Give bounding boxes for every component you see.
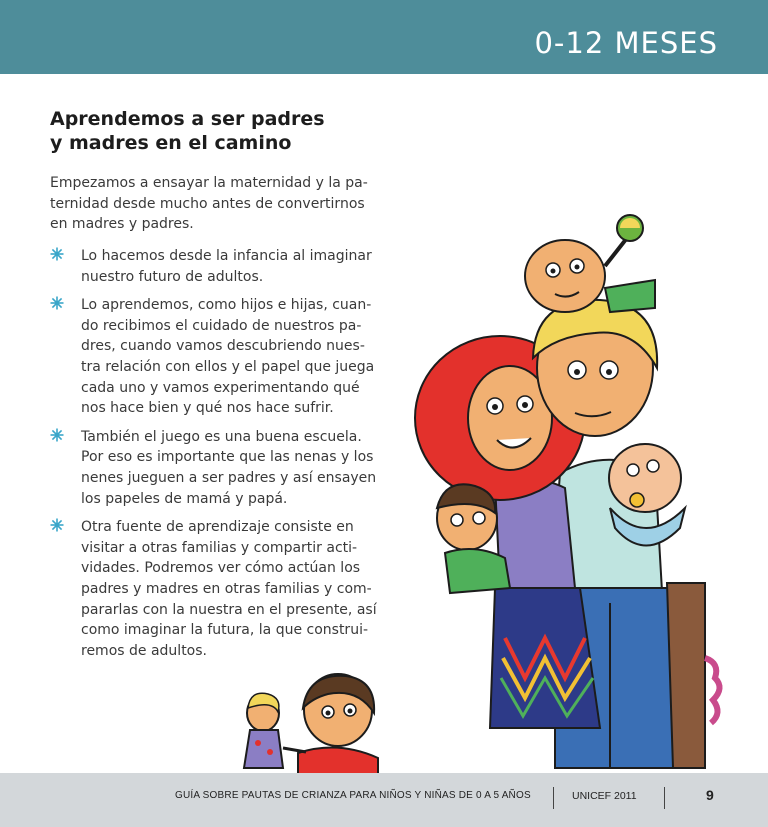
list-item-line: nenes jueguen a ser padres y así ensayen [81, 469, 377, 486]
intro-line: en madres y padres. [50, 216, 194, 233]
list-item-line: cada uno y vamos experimentando qué [81, 379, 360, 396]
footer-divider [664, 787, 665, 809]
list-item-text [81, 246, 380, 287]
sparkle-icon [50, 428, 64, 442]
list-item-line: Lo aprendemos, como hijos e hijas, cuan- [81, 297, 372, 314]
sparkle-icon [50, 518, 64, 532]
heading-line: Aprendemos a ser padres [50, 108, 325, 130]
list-item-line: También el juego es una buena escuela. [81, 428, 362, 445]
child-with-doll-illustration [228, 668, 388, 776]
list-item-line: los papeles de mamá y papá. [81, 490, 288, 507]
footer-organization: UNICEF 2011 [572, 790, 637, 802]
list-item-line: Otra fuente de aprendizaje consiste en [81, 519, 354, 536]
heading-line: y madres en el camino [50, 132, 292, 154]
list-item-line: Lo hacemos desde la infancia al imaginar [81, 248, 372, 264]
list-item-line: como imaginar la futura, la que construi- [81, 622, 369, 639]
list-item-line: vidades. Podremos ver cómo actúan los [81, 560, 361, 577]
list-item-line: pararlas con la nuestra en el presente, así [81, 601, 377, 618]
list-item-line: Por eso es importante que las nenas y los [81, 449, 374, 466]
bullet-list [50, 246, 380, 669]
list-item-line: tra relación con ellos y el papel que juega [81, 358, 375, 375]
footer-divider [553, 787, 554, 809]
list-item-text [81, 295, 380, 419]
intro-paragraph [50, 173, 370, 235]
list-item-text [81, 517, 380, 661]
list-item-line: remos de adultos. [81, 642, 207, 659]
intro-line: ternidad desde mucho antes de convertirnos [50, 195, 365, 212]
list-item-line: do recibimos el cuidado de nuestros pa- [81, 317, 362, 334]
list-item-line: nos hace bien y qué nos hace sufrir. [81, 400, 334, 417]
list-item-text [81, 427, 380, 509]
intro-line: Empezamos a ensayar la maternidad y la pa- [50, 175, 368, 191]
page-number: 9 [706, 787, 714, 803]
list-item [50, 246, 380, 287]
section-title: 0-12 MESES [534, 26, 718, 60]
list-item-line: visitar a otras familias y compartir acti- [81, 539, 358, 556]
sparkle-icon [50, 247, 64, 261]
list-item-line: dres, cuando vamos descubriendo nues- [81, 338, 365, 355]
list-item [50, 295, 380, 419]
list-item [50, 427, 380, 509]
list-item-line: padres y madres en otras familias y com- [81, 580, 372, 597]
footer-guide-title: GUÍA SOBRE PAUTAS DE CRIANZA PARA NIÑOS Y NIÑAS DE 0 A 5 AÑOS [175, 790, 531, 801]
family-illustration [405, 208, 755, 776]
sparkle-icon [50, 296, 64, 310]
article-heading [50, 107, 380, 155]
list-item-line: nuestro futuro de adultos. [81, 268, 264, 285]
list-item [50, 517, 380, 661]
